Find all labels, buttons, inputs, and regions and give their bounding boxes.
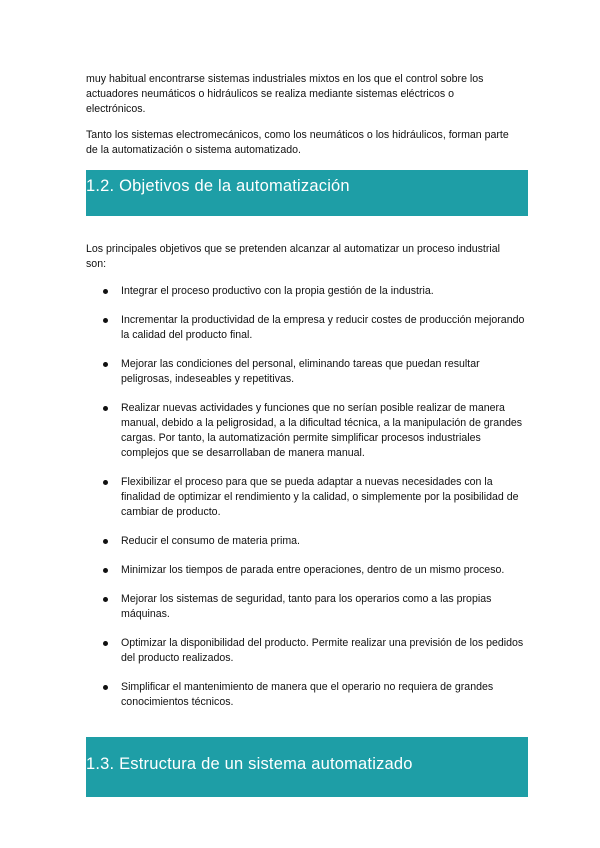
objectives-list [100, 284, 530, 710]
list-item-text: Incrementar la productividad de la empresa y reducir costes de producción mejorando la calidad del producto final. [121, 314, 525, 341]
list-item-text: Reducir el consumo de materia prima. [121, 535, 300, 547]
list-item-text: Flexibilizar el proceso para que se pueda adaptar a nuevas necesidades con la finalidad de optimizar el rendimiento y la calidad, o simplemente por la posibilidad de cambiar de producto. [121, 476, 519, 518]
bullet-icon [103, 685, 108, 690]
list-item [100, 680, 530, 710]
paragraph-mixed-systems: muy habitual encontrarse sistemas industriales mixtos en los que el control sobre los actuadores neumáticos o hidráulicos se realiza mediante sistemas eléctricos o electrónicos. [86, 73, 484, 115]
paragraph-objectives-intro: Los principales objetivos que se pretenden alcanzar al automatizar un proceso industrial son: [86, 243, 500, 270]
bullet-icon [103, 539, 108, 544]
bullet-icon [103, 641, 108, 646]
list-item-text: Mejorar los sistemas de seguridad, tanto para los operarios como a las propias máquinas. [121, 593, 492, 620]
list-item [100, 475, 530, 520]
list-item-text: Simplificar el mantenimiento de manera que el operario no requiera de grandes conocimientos técnicos. [121, 681, 494, 708]
section-heading-bar-structure [86, 737, 528, 797]
list-item [100, 592, 530, 622]
bullet-icon [103, 289, 108, 294]
section-heading-objectives: 1.2. Objetivos de la automatización [86, 177, 350, 195]
bullet-icon [103, 362, 108, 367]
list-item-text: Integrar el proceso productivo con la propia gestión de la industria. [121, 285, 434, 297]
bullet-icon [103, 480, 108, 485]
list-item [100, 284, 530, 299]
paragraph-automation-scope: Tanto los sistemas electromecánicos, como los neumáticos o los hidráulicos, forman parte de la automatización o sistema automatizado. [86, 129, 509, 156]
bullet-icon [103, 568, 108, 573]
list-item-text: Minimizar los tiempos de parada entre operaciones, dentro de un mismo proceso. [121, 564, 505, 576]
list-item-text: Realizar nuevas actividades y funciones que no serían posible realizar de manera manual, debido a la peligrosidad, a la dificultad técnica, a la manipulación de grandes cargas. Por tanto, la automatización permite simplificar procesos industriales complejos que se desarrollaban de manera manual. [121, 402, 523, 459]
list-item [100, 401, 530, 461]
section-heading-bar-objectives [86, 170, 528, 216]
bullet-icon [103, 406, 108, 411]
list-item [100, 357, 530, 387]
list-item [100, 313, 530, 343]
bullet-icon [103, 318, 108, 323]
list-item-text: Mejorar las condiciones del personal, eliminando tareas que puedan resultar peligrosas, indeseables y repetitivas. [121, 358, 480, 385]
list-item-text: Optimizar la disponibilidad del producto. Permite realizar una previsión de los pedidos del producto realizados. [121, 637, 524, 664]
list-item [100, 534, 530, 549]
section-heading-structure: 1.3. Estructura de un sistema automatizado [86, 755, 413, 773]
list-item [100, 563, 530, 578]
list-item [100, 636, 530, 666]
bullet-icon [103, 597, 108, 602]
